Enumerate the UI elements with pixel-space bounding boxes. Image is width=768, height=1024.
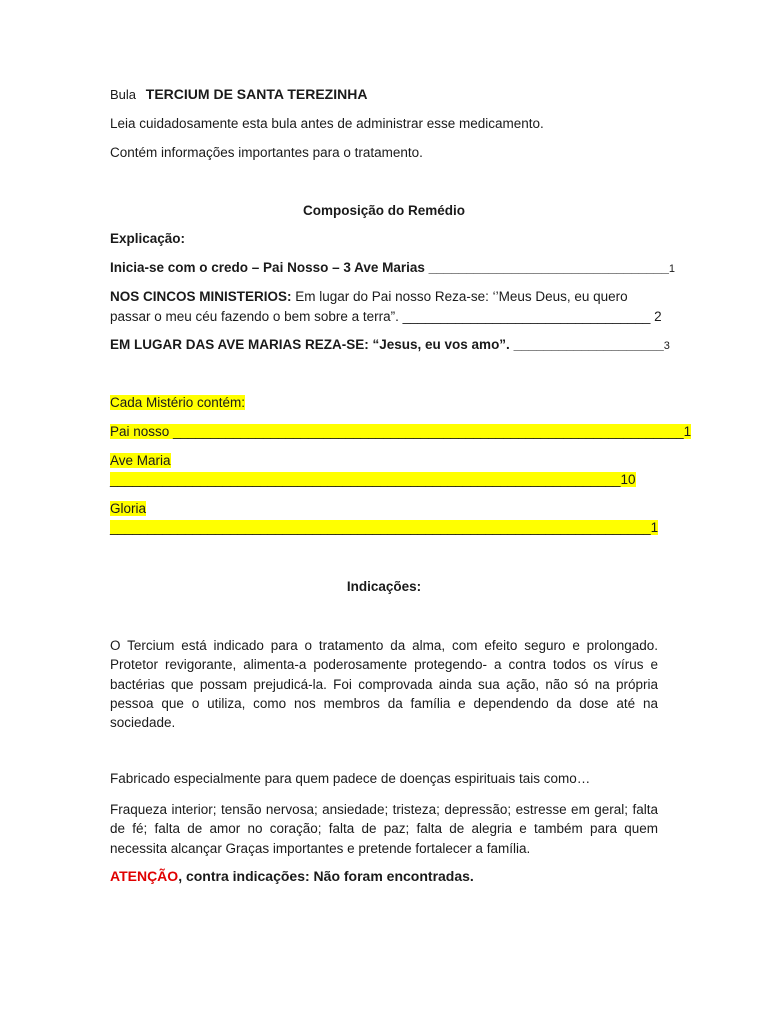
item-3 — [110, 337, 670, 352]
title-line — [110, 86, 367, 102]
item-2-bold: NOS CINCOS MINISTERIOS: — [110, 289, 292, 304]
warning-label: ATENÇÃO — [110, 868, 179, 884]
composition-heading: Composição do Remédio — [302, 203, 466, 218]
item-2-line-2: passar o meu céu fazendo o bem sobre a terra”. _________________________________ 2 — [110, 309, 662, 324]
mysteries-heading-text: Cada Mistério contém: — [110, 395, 246, 410]
gloria-label — [110, 501, 146, 516]
ave-maria-line-text: ____________________________________________________________________10 — [110, 472, 636, 487]
ave-maria-line — [110, 472, 636, 487]
intro-line-1: Leia cuidadosamente esta bula antes de administrar esse medicamento. — [110, 116, 544, 131]
indications-paragraph-3: Fraqueza interior; tensão nervosa; ansiedade; tristeza; depressão; estresse em geral; falta de fé; falta de amor no coração; falta de paz; falta de alegria e também para quem necessita alcançar Graças importantes e pretende fortalecer a família. — [110, 802, 658, 856]
gloria-line-text: ________________________________________________________________________1 — [110, 520, 659, 535]
item-1-number: 1 — [668, 263, 676, 275]
item-1 — [110, 260, 675, 275]
indications-paragraph-1: O Tercium está indicado para o tratamento da alma, com efeito seguro e prolongado. Protetor revigorante, alimenta-a poderosamente protegendo- a contra todos os vírus e bactérias que possam prejudicá-la. Foi comprovada ainda sua ação, não só na própria pessoa que o utiliza, como nos membros da família e dependendo da dose até na sociedade. — [110, 638, 658, 731]
gloria-line — [110, 520, 658, 535]
warning-line — [110, 868, 474, 884]
item-3-number: 3 — [663, 340, 670, 352]
ave-maria-label — [110, 453, 171, 468]
item-2-line-1 — [110, 289, 628, 304]
gloria-label-text: Gloria — [110, 501, 147, 516]
warning-text: , contra indicações: Não foram encontradas. — [178, 868, 474, 884]
item-2-rest: Em lugar do Pai nosso Reza-se: ‘’Meus Deus, eu quero — [291, 289, 628, 304]
ave-maria-label-text: Ave Maria — [110, 453, 171, 468]
item-1-text: Inicia-se com o credo – Pai Nosso – 3 Ave Marias ________________________________ — [110, 260, 669, 275]
pai-nosso-text: Pai nosso ____________________________________________________________________1 — [110, 424, 692, 439]
document-title: TERCIUM DE SANTA TEREZINHA — [145, 86, 368, 102]
pai-nosso-line — [110, 424, 691, 439]
intro-line-2: Contém informações importantes para o tratamento. — [110, 145, 423, 160]
explanation-label: Explicação: — [110, 231, 186, 246]
indications-paragraph-2: Fabricado especialmente para quem padece de doenças espirituais tais como… — [110, 771, 591, 786]
bula-label: Bula — [110, 87, 137, 102]
mysteries-heading — [110, 395, 245, 410]
item-3-text: EM LUGAR DAS AVE MARIAS REZA-SE: “Jesus, eu vos amo”. ____________________ — [110, 337, 664, 352]
indications-heading: Indicações: — [346, 579, 422, 594]
